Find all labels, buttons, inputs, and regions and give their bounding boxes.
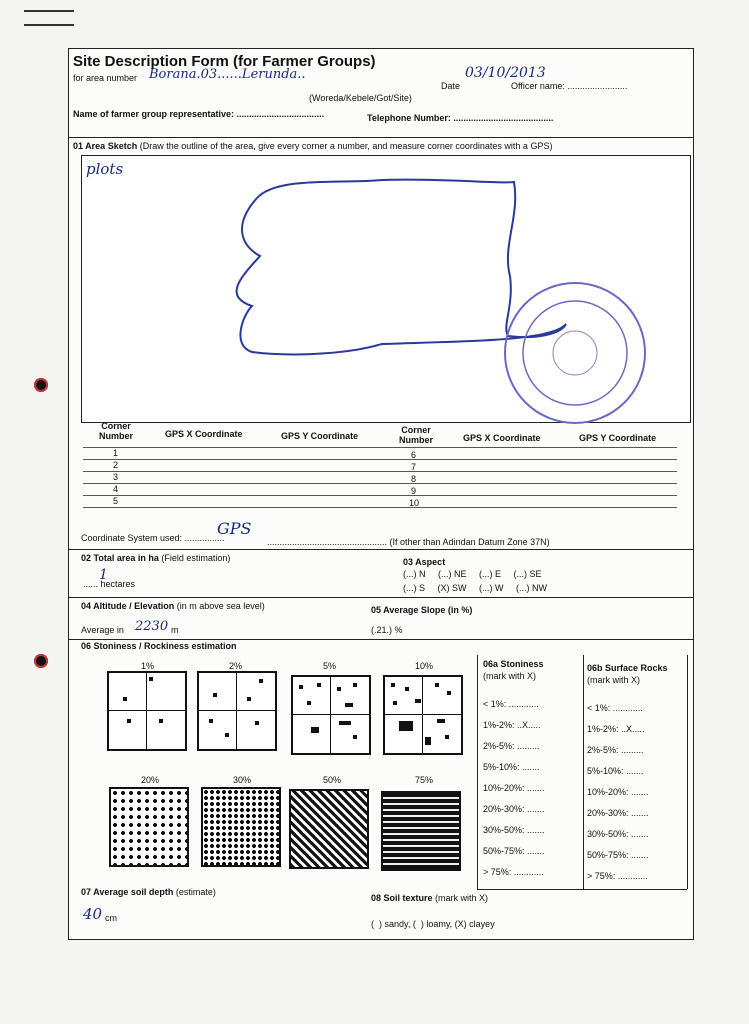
stoniness-sample-10pct bbox=[383, 675, 463, 755]
altitude-unit: m bbox=[171, 625, 179, 635]
location-hint: (Woreda/Kebele/Got/Site) bbox=[309, 93, 412, 103]
surface-rocks-option[interactable]: 20%-30%: ....... bbox=[587, 808, 649, 818]
form-title: Site Description Form (for Farmer Groups) bbox=[73, 53, 376, 70]
sketch-box[interactable] bbox=[81, 155, 691, 423]
stoniness-option[interactable]: 30%-50%: ....... bbox=[483, 825, 545, 835]
surface-rocks-option[interactable]: 5%-10%: ....... bbox=[587, 766, 644, 776]
top-rule bbox=[24, 24, 74, 26]
divider bbox=[69, 137, 693, 138]
divider bbox=[477, 889, 687, 890]
stoniness-option[interactable]: > 75%: ............ bbox=[483, 867, 544, 877]
stoniness-sample-75pct bbox=[381, 791, 461, 871]
gps-header-y-left: GPS Y Coordinate bbox=[281, 431, 359, 441]
stoniness-option[interactable]: < 1%: ............ bbox=[483, 699, 539, 709]
date-field[interactable]: 03/10/2013 bbox=[465, 65, 546, 81]
corner-number: 5 bbox=[113, 496, 119, 506]
aspect-heading: 03 Aspect bbox=[403, 557, 446, 567]
corner-number: 7 bbox=[411, 462, 417, 472]
stoniness-option[interactable]: 20%-30%: ....... bbox=[483, 804, 545, 814]
stoniness-option[interactable]: 2%-5%: ......... bbox=[483, 741, 540, 751]
gps-header-corner-right: Corner Number bbox=[398, 425, 433, 445]
stoniness-sample-30pct bbox=[201, 787, 281, 867]
gps-header-y-right: GPS Y Coordinate bbox=[579, 433, 657, 443]
soil-texture-heading: 08 Soil texture (mark with X) bbox=[371, 893, 489, 903]
aspect-options-row1[interactable]: (...) N (...) NE (...) E (...) SE bbox=[403, 569, 542, 579]
punch-hole bbox=[34, 654, 48, 668]
stoniness-sample-5pct bbox=[291, 675, 371, 755]
surface-rocks-option[interactable]: < 1%: ............ bbox=[587, 703, 643, 713]
stoniness-sample-50pct bbox=[289, 789, 369, 869]
slope-field[interactable]: (.21.) % bbox=[371, 625, 403, 635]
soil-texture-options[interactable]: ( ) sandy, ( ) loamy, (X) clayey bbox=[371, 919, 495, 929]
table-line bbox=[83, 471, 677, 472]
corner-number: 1 bbox=[113, 448, 119, 458]
corner-number: 10 bbox=[409, 498, 420, 508]
coord-system-field[interactable]: GPS bbox=[217, 519, 252, 538]
corner-number: 4 bbox=[113, 484, 119, 494]
table-line bbox=[83, 495, 677, 496]
stoniness-option[interactable]: 10%-20%: ....... bbox=[483, 783, 545, 793]
area-unit: ...... hectares bbox=[83, 579, 136, 589]
gps-header-x-left: GPS X Coordinate bbox=[165, 429, 243, 439]
stoniness-sample-1pct bbox=[107, 671, 187, 751]
soil-depth-field[interactable]: 40 bbox=[83, 905, 103, 923]
stoniness-option[interactable]: 1%-2%: ..X..... bbox=[483, 720, 541, 730]
stoniness-label: 5% bbox=[323, 661, 337, 671]
column-divider bbox=[583, 655, 584, 889]
stoniness-heading: 06 Stoniness / Rockiness estimation bbox=[81, 641, 237, 651]
stoniness-label: 2% bbox=[229, 661, 243, 671]
area-field[interactable]: 1 bbox=[99, 567, 108, 583]
stoniness-sample-20pct bbox=[109, 787, 189, 867]
corner-number: 3 bbox=[113, 472, 119, 482]
surface-rocks-option[interactable]: 10%-20%: ....... bbox=[587, 787, 649, 797]
stoniness-option[interactable]: 5%-10%: ....... bbox=[483, 762, 540, 772]
altitude-field[interactable]: 2230 bbox=[135, 619, 169, 634]
stoniness-option[interactable]: 50%-75%: ....... bbox=[483, 846, 545, 856]
divider bbox=[69, 639, 693, 640]
gps-header-x-right: GPS X Coordinate bbox=[463, 433, 541, 443]
table-line bbox=[83, 507, 677, 508]
stoniness-col-b-sub: (mark with X) bbox=[587, 675, 641, 685]
corner-number: 8 bbox=[411, 474, 417, 484]
surface-rocks-option[interactable]: 30%-50%: ....... bbox=[587, 829, 649, 839]
area-number-field[interactable]: Borana.03......Lerunda.. bbox=[149, 67, 306, 82]
site-description-form bbox=[68, 48, 694, 940]
stoniness-col-a-heading: 06a Stoniness bbox=[483, 659, 544, 669]
soil-depth-heading: 07 Average soil depth (estimate) bbox=[81, 887, 216, 897]
altitude-label: Average in bbox=[81, 625, 124, 635]
stoniness-label: 75% bbox=[415, 775, 434, 785]
stoniness-col-a-sub: (mark with X) bbox=[483, 671, 537, 681]
stoniness-sample-2pct bbox=[197, 671, 277, 751]
divider bbox=[69, 597, 693, 598]
representative-field[interactable]: Name of farmer group representative: ................................... bbox=[73, 109, 325, 119]
top-rule bbox=[24, 10, 74, 12]
stoniness-label: 20% bbox=[141, 775, 160, 785]
corner-number: 2 bbox=[113, 460, 119, 470]
table-line bbox=[83, 447, 677, 448]
altitude-heading: 04 Altitude / Elevation (in m above sea level) bbox=[81, 601, 265, 611]
area-heading: 02 Total area in ha (Field estimation) bbox=[81, 553, 231, 563]
soil-depth-unit: cm bbox=[105, 913, 117, 923]
surface-rocks-option[interactable]: > 75%: ............ bbox=[587, 871, 648, 881]
slope-heading: 05 Average Slope (in %) bbox=[371, 605, 473, 615]
divider bbox=[69, 549, 693, 550]
date-label: Date bbox=[441, 81, 461, 91]
stoniness-label: 50% bbox=[323, 775, 342, 785]
surface-rocks-option[interactable]: 1%-2%: ..X..... bbox=[587, 724, 645, 734]
table-line bbox=[83, 483, 677, 484]
officer-name-field[interactable]: Officer name: ........................ bbox=[511, 81, 628, 91]
sketch-handwritten-label: plots bbox=[86, 160, 124, 178]
stoniness-label: 30% bbox=[233, 775, 252, 785]
telephone-field[interactable]: Telephone Number: ........................................ bbox=[367, 113, 554, 123]
stoniness-label: 1% bbox=[141, 661, 155, 671]
official-stamp bbox=[500, 278, 650, 428]
table-line bbox=[83, 459, 677, 460]
corner-number: 9 bbox=[411, 486, 417, 496]
stoniness-col-b-heading: 06b Surface Rocks bbox=[587, 663, 668, 673]
gps-header-corner-left: Corner Number bbox=[98, 421, 133, 441]
coord-system-suffix: ................................................ (If other than Adindan Datum Zone 37N) bbox=[267, 537, 550, 547]
stoniness-label: 10% bbox=[415, 661, 434, 671]
punch-hole bbox=[34, 378, 48, 392]
column-divider bbox=[477, 655, 478, 889]
coord-system-label: Coordinate System used: ................ bbox=[81, 533, 225, 543]
corner-number: 6 bbox=[411, 450, 417, 460]
surface-rocks-option[interactable]: 2%-5%: ......... bbox=[587, 745, 644, 755]
aspect-options-row2[interactable]: (...) S (X) SW (...) W (...) NW bbox=[403, 583, 547, 593]
area-number-label: for area number bbox=[73, 73, 138, 83]
sketch-heading: 01 Area Sketch (Draw the outline of the area, give every corner a number, and measure corner coordinates with a GPS) bbox=[73, 141, 553, 151]
column-divider bbox=[687, 655, 688, 889]
surface-rocks-option[interactable]: 50%-75%: ....... bbox=[587, 850, 649, 860]
